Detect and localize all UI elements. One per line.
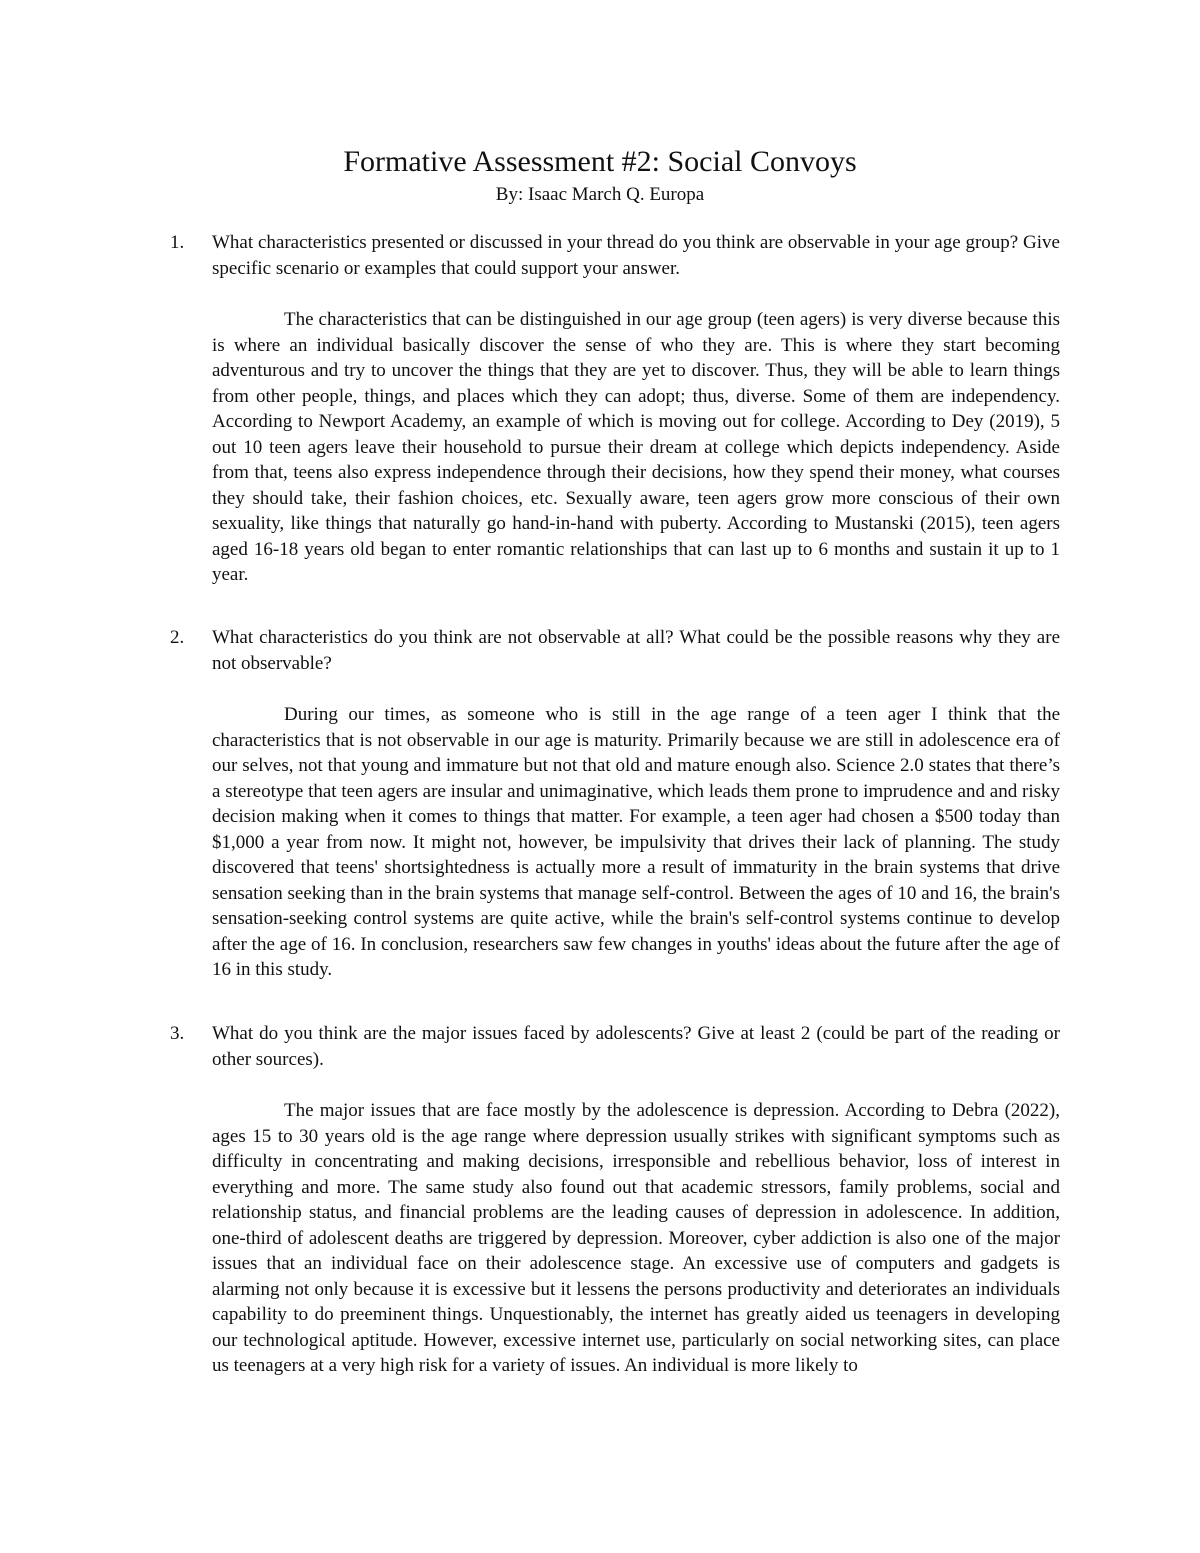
answer-paragraph: The major issues that are face mostly by the adolescence is depression. According to Debra (2022), ages 15 to 30 years old is the age range where depression usually strikes with significant symptoms such as difficulty in concentrating and making decisions, irresponsible and rebellious behavior, loss of interest in everything and more. The same study also found out that academic stressors, family problems, social and relationship status, and financial problems are the leading causes of depression in adolescence. In addition, one-third of adolescent deaths are triggered by depression. Moreover, cyber addiction is also one of the major issues that an individual face on their adolescence stage. An excessive use of computers and gadgets is alarming not only because it is excessive but it lessens the persons productivity and deteriorates an individuals capability to do preeminent things. Unquestionably, the internet has greatly aided us teenagers in developing our technological aptitude. However, excessive internet use, particularly on social networking sites, can place us teenagers at a very high risk for a variety of issues. An individual is more likely to <box>212 1100 1060 1376</box>
document-author: By: Isaac March Q. Europa <box>495 184 705 205</box>
question-text: What do you think are the major issues faced by adolescents? Give at least 2 (could be part of the reading or other sources). <box>212 1023 1060 1070</box>
question-number: 2. <box>170 627 185 648</box>
answer-paragraph: During our times, as someone who is still in the age range of a teen ager I think that the characteristics that is not observable in our age is maturity. Primarily because we are still in adolescence era of our selves, not that young and immature but not that old and mature enough also. Science 2.0 states that there’s a stereotype that teen agers are insular and unimaginative, which leads them prone to imprudence and and risky decision making when it comes to things that matter. For example, a teen ager had chosen a $500 today than $1,000 a year from now. It might not, however, be impulsivity that drives their lack of planning. The study discovered that teens' shortsightedness is actually more a result of immaturity in the brain systems that drive sensation seeking than in the brain systems that manage self-control. Between the ages of 10 and 16, the brain's sensation-seeking control systems are quite active, while the brain's self-control systems continue to develop after the age of 16. In conclusion, researchers saw few changes in youths' ideas about the future after the age of 16 in this study. <box>212 704 1060 980</box>
answer-paragraph: The characteristics that can be distinguished in our age group (teen agers) is very diverse because this is where an individual basically discover the sense of who they are. This is where they start becoming adventurous and try to uncover the things that they are yet to discover. Thus, they will be able to learn things from other people, things, and places which they can adopt; thus, diverse. Some of them are independency. According to Newport Academy, an example of which is moving out for college. According to Dey (2019), 5 out 10 teen agers leave their household to pursue their dream at college which depicts independency. Aside from that, teens also express independence through their decisions, how they spend their money, what courses they should take, their fashion choices, etc. Sexually aware, teen agers grow more conscious of their own sexuality, like things that naturally go hand-in-hand with puberty. According to Mustanski (2015), teen agers aged 16-18 years old began to enter romantic relationships that can last up to 6 months and sustain it up to 1 year. <box>212 309 1060 585</box>
question-number: 1. <box>170 232 185 253</box>
question-text: What characteristics do you think are not observable at all? What could be the possible reasons why they are not observable? <box>212 627 1060 674</box>
question-number: 3. <box>170 1023 185 1044</box>
question-text: What characteristics presented or discussed in your thread do you think are observable in your age group? Give specific scenario or examples that could support your answer. <box>212 232 1060 279</box>
document-title: Formative Assessment #2: Social Convoys <box>343 145 857 178</box>
